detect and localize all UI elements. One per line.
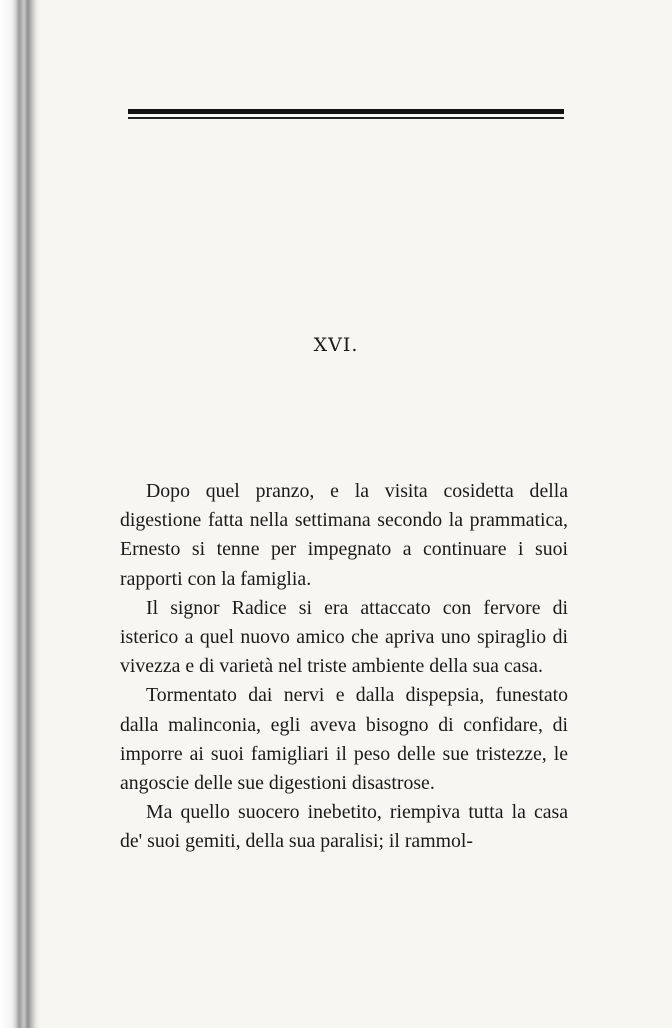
paragraph-4: Ma quello suocero inebetito, riempiva tutta la casa de' suoi gemiti, della sua paralisi; il rammol- [120, 801, 568, 853]
book-binding-edge [0, 0, 40, 1028]
header-rule-thin [128, 117, 564, 119]
paragraph-2: Il signor Radice si era attaccato con fervore di isterico a quel nuovo amico che apriva uno spiraglio di vivezza e di varietà nel triste ambiente della sua casa. [120, 596, 568, 678]
header-rule-thick [128, 109, 564, 114]
body-text [120, 477, 568, 857]
chapter-heading: XVI. [313, 334, 359, 356]
paragraph-3: Tormentato dai nervi e dalla dispepsia, funestato dalla malinconia, egli aveva bisogno di confidare, di imporre ai suoi famigliari il peso delle sue tristezze, le angoscie delle sue digestioni disastrose. [120, 684, 568, 795]
paragraph-1: Dopo quel pranzo, e la visita cosidetta della digestione fatta nella settimana secondo la prammatica, Ernesto si tenne per impegnato a continuare i suoi rapporti con la famiglia. [120, 480, 568, 590]
